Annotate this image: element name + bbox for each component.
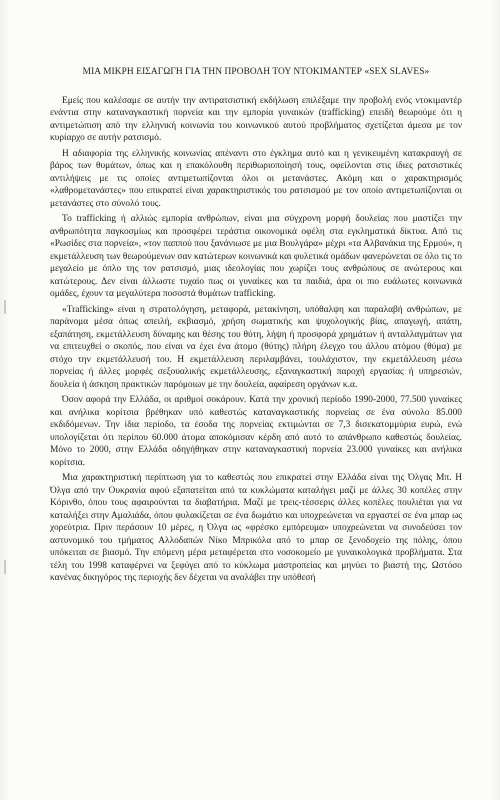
scan-edge-mark xyxy=(4,560,6,574)
paragraph-greece-statistics: Όσον αφορά την Ελλάδα, οι αριθμοί σοκάρουν. Κατά την χρονική περίοδο 1990-2000, 77.500 γυναίκες και ανήλικα κορίτσια βρέθηκαν υπό καθεστώς καταναγκαστικής πορνείας σε ένα σύνολο 85.000 εκδιδόμενων. Την ίδια περίοδο, τα έσοδα της πορνείας εκτιμώνται σε 7,3 δισεκατομμύρια ευρώ, ενώ υπολογίζεται ότι περίπου 60.000 άτομα αποκόμισαν κέρδη από αυτό το απάνθρωπο καθεστώς δουλείας. Μόνο το 2000, στην Ελλάδα οδηγήθηκαν στην καταναγκαστική πορνεία 23.000 γυναίκες και ανήλικα κορίτσια. xyxy=(50,395,462,468)
paragraph-olga-case: Μια χαρακτηριστική περίπτωση για το καθεστώς που επικρατεί στην Ελλάδα είναι της Όλγας Μπ. Η Όλγα από την Ουκρανία αφού εξαπατείται από τα κυκλώματα καταλήγει μαζί με άλλες 30 κοπέλες στην Κόρινθο, όπου τους αφαιρούνται τα διαβατήρια. Μαζί με τρεις-τέσσερις άλλες κοπέλες πουλιέται για να καταλήξει στην Αμαλιάδα, όπου φυλακίζεται σε ένα δωμάτιο και υποχρεώνεται να εργαστεί σε ένα μπαρ ως χορεύτρια. Πριν περάσουν 10 μέρες, η Όλγα ως «φρέσκο εμπόρευμα» υποχρεώνεται να συνοδεύσει τον αστυνομικό του τμήματος Αλλοδαπών Νίκο Μπρικόλα από το μπαρ σε ξενοδοχείο της πόλης, όπου υπόκειται σε βιασμό. Την επόμενη μέρα μεταφέρεται στο νοσοκομείο με γυναικολογικά προβλήματα. Στα τέλη του 1998 καταφέρνει να ξεφύγει από το κύκλωμα μαστροπείας και μηνύει το βιαστή της. Ωστόσο κανένας δικηγόρος της περιοχής δεν δέχεται να αναλάβει την υπόθεσή xyxy=(50,473,462,583)
scan-edge-mark xyxy=(4,300,6,314)
document-title: ΜΙΑ ΜΙΚΡΗ ΕΙΣΑΓΩΓΗ ΓΙΑ ΤΗΝ ΠΡΟΒΟΛΗ ΤΟΥ ΝΤΟΚΙΜΑΝΤΕΡ «SEX SLAVES» xyxy=(82,67,430,77)
paragraph-trafficking-slavery: Το trafficking ή αλλιώς εμπορία ανθρώπων, είναι μια σύγχρονη μορφή δουλείας που μαστίζει την ανθρωπότητα παγκοσμίως και προσφέρει τεράστια οικονομικά οφέλη στα εγκληματικά δίκτυα. Από τις «Ρωσίδες στα πορνεία», «τον παππού που ξανάνιωσε με μια Βουλγάρα» μέχρι «τα Αλβανάκια της Ερμού», η εκμετάλλευση των θεωρούμενων σαν κατώτερων κοινωνικά και φυλετικά ομάδων φανερώνεται σε όλο τις το μεγαλείο με όπλο της τον ρατσισμό, μιας ιδεολογίας που χωρίζει τους ανθρώπους σε ανώτερους και κατώτερους. Δεν είναι άλλωστε τυχαίο πως οι γυναίκες και τα παιδιά, άρα οι πιο ευάλωτες κοινωνικά ομάδες, έχουν τα μεγαλύτερα ποσοστά θυμάτων trafficking. xyxy=(50,214,462,299)
paragraph-trafficking-definition: «Trafficking» είναι η στρατολόγηση, μεταφορά, μετακίνηση, υπόθαλψη και παραλαβή ανθρώπων, με παράνομα μέσα όπως απειλή, εκβιασμό, χρήση σωματικής και ψυχολογικής βίας, απαγωγή, απάτη, εξαπάτηση, εκμετάλλευση δύναμης και θέσης του θύτη, λήψη ή προσφορά χρημάτων ή ανταλλαγμάτων για να επιτευχθεί ο σκοπός, που είναι να έχει ένα άτομο (θύτης) πλήρη έλεγχο του άλλου ατόμου (θύμα) με στόχο την εκμετάλλευσή του. Η εκμετάλλευση περιλαμβάνει, τουλάχιστον, την εκμετάλλευση μέσω πορνείας ή άλλες μορφές σεξουαλικής εκμετάλλευσης, εξαναγκαστική παροχή εργασίας ή υπηρεσιών, δουλεία ή άσκηση πρακτικών παρόμοιων με την δουλεία, αφαίρεση οργάνων κ.α. xyxy=(50,304,462,390)
paragraph-intro: Εμείς που καλέσαμε σε αυτήν την αντιρατσιστική εκδήλωση επιλέξαμε την προβολή ενός ντοκιμαντέρ ενάντια στην καταναγκαστική πορνεία και την εμπορία γυναικών (trafficking) επειδή θεωρούμε ότι η αντιμετώπιση από την ελληνική κοινωνία του κοινωνικού αυτού προβλήματος σχετίζεται άμεσα με τον κυρίαρχο σε αυτήν ρατσισμό. xyxy=(50,95,462,143)
paragraph-indifference: Η αδιαφορία της ελληνικής κοινωνίας απέναντι στο έγκλημα αυτό και η γενικευμένη κατακραυγή σε βάρος των θυμάτων, όπως και η επακόλουθη περιθωριοποίησή τους, οφείλονται στις ίδιες ρατσιστικές αντιλήψεις με τις οποίες αντιμετωπίζονται όλοι οι μετανάστες. Ακόμη και ο χαρακτηρισμός «λαθρομετανάστες» που επικρατεί είναι χαρακτηριστικός του ρατσισμού με τον οποίο αντιμετωπίζονται οι μετανάστες στο σύνολό τους. xyxy=(50,148,462,209)
